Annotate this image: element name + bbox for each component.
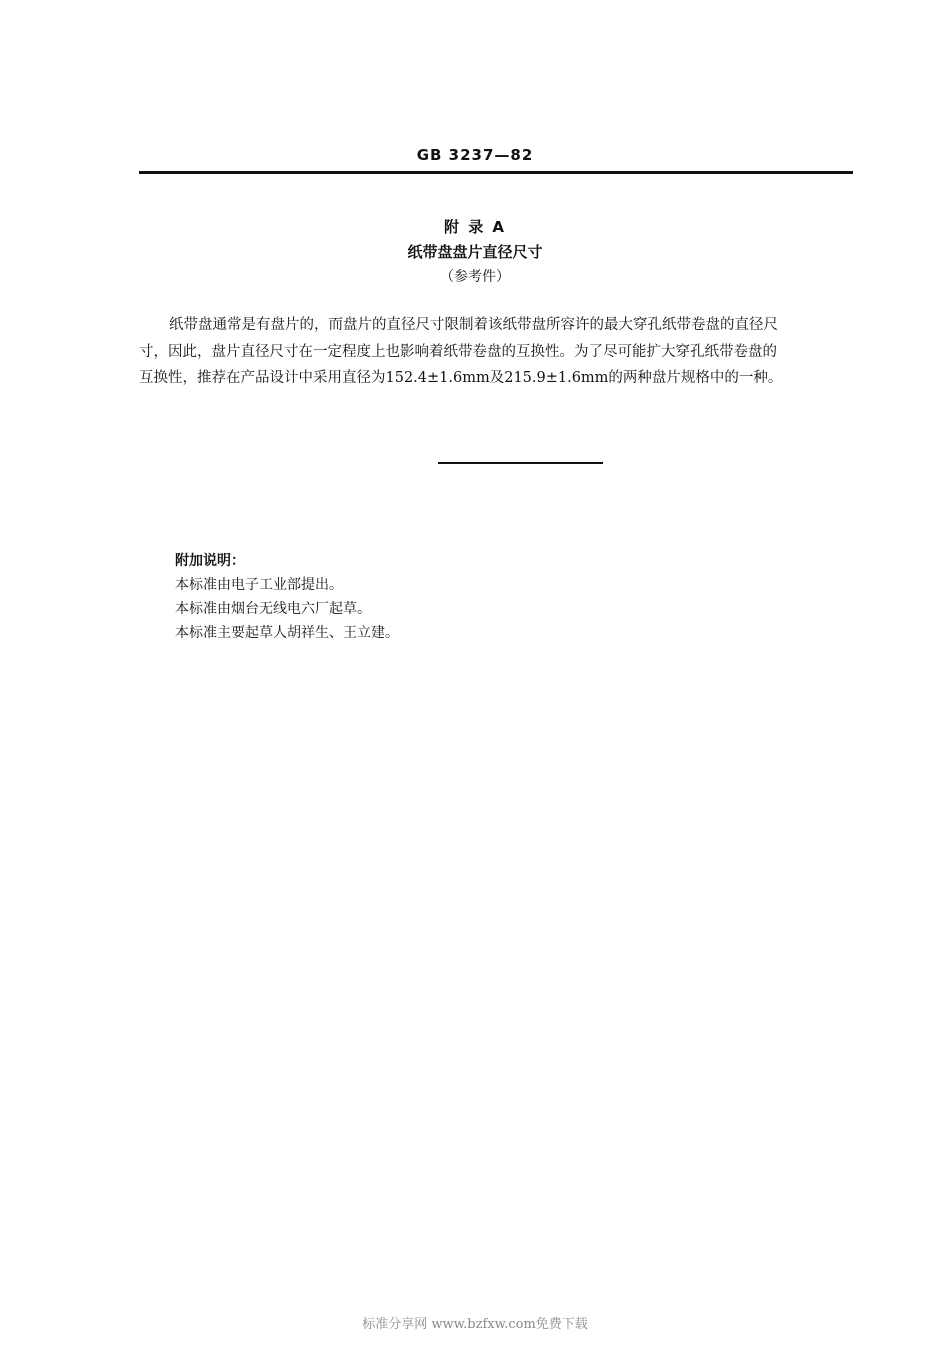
appendix-note: （参考件） (440, 269, 510, 285)
note-item: 本标准由电子工业部提出。 (175, 577, 343, 593)
note-item: 本标准由烟台无线电六厂起草。 (175, 601, 371, 617)
additional-notes (175, 549, 399, 645)
appendix-title: 纸带盘盘片直径尺寸 (407, 243, 543, 261)
standard-code: GB 3237—82 (416, 146, 534, 164)
body-line: 互换性，推荐在产品设计中采用直径为152.4±1.6mm及215.9±1.6mm的两种盘片规格中的一种。 (139, 370, 783, 386)
body-paragraph (139, 312, 855, 392)
appendix-label: 附 录 A (443, 218, 507, 236)
footer-watermark: 标准分享网 www.bzfxw.com免费下载 (362, 1317, 588, 1332)
header-rule (139, 171, 853, 174)
notes-heading: 附加说明： (175, 553, 245, 569)
body-line: 寸，因此，盘片直径尺寸在一定程度上也影响着纸带卷盘的互换性。为了尽可能扩大穿孔纸带卷盘的 (139, 343, 777, 360)
body-line: 纸带盘通常是有盘片的，而盘片的直径尺寸限制着该纸带盘所容许的最大穿孔纸带卷盘的直径尺 (169, 317, 778, 333)
section-divider (438, 462, 603, 464)
note-item: 本标准主要起草人胡祥生、王立建。 (175, 625, 399, 641)
